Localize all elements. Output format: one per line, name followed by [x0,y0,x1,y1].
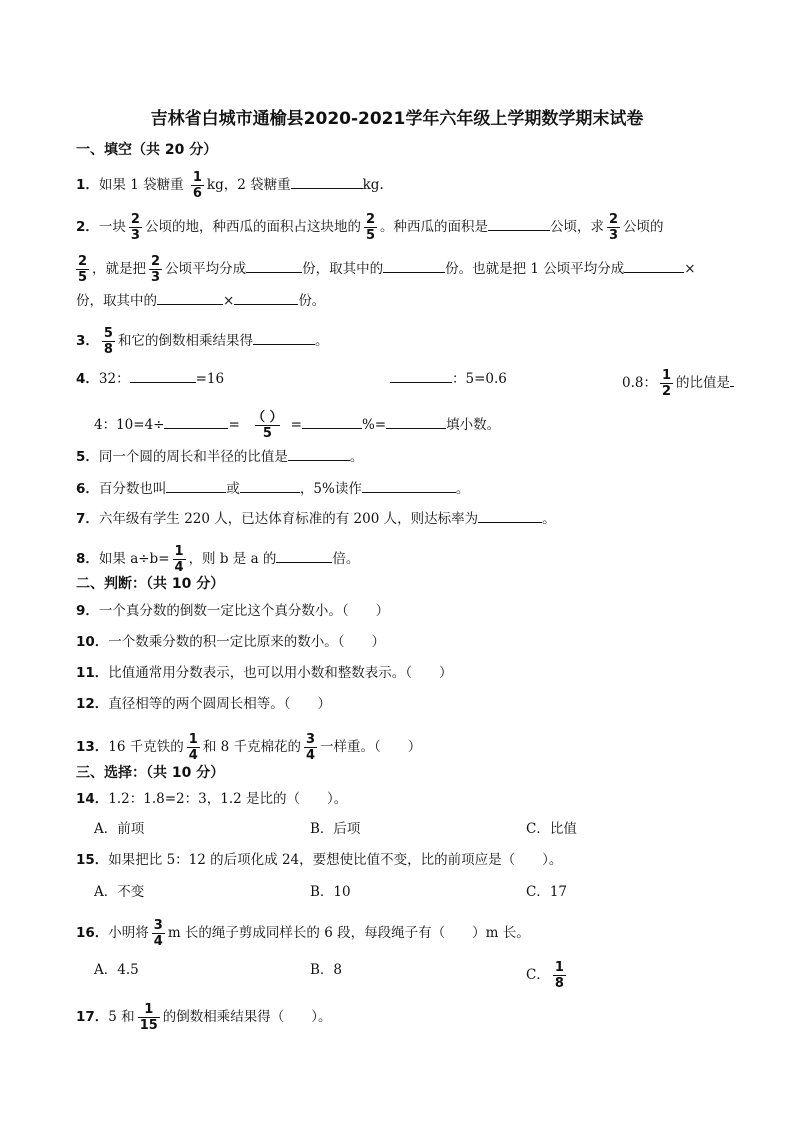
question-4-part [622,368,734,399]
answer-blank[interactable] [302,414,362,429]
answer-blank[interactable] [478,508,542,523]
page-title: 吉林省白城市通榆县2020-2021学年六年级上学期数学期末试卷 [150,109,644,129]
option-a[interactable]: A．前项 [94,821,145,837]
answer-blank[interactable] [386,414,446,429]
question-text: =16 [195,371,225,387]
question-13 [76,732,421,763]
question-text: 六年级有学生 220 人，已达体育标准的有 200 人，则达标率为 [98,511,479,527]
question-4-part [390,368,507,389]
answer-blank[interactable] [488,216,550,231]
question-text: 直径相等的两个圆周长相等。（ ） [108,696,332,712]
question-text: 。 [455,481,470,497]
question-text: 倍。 [332,551,360,567]
question-text: m 长的绳子剪成同样长的 6 段，每段绳子有（ ）m 长。 [167,925,530,941]
question-text: 公顷平均分成 [165,261,247,277]
question-8 [76,544,359,575]
question-text: 或 [226,481,240,497]
question-number: 17． [76,1009,109,1025]
fraction: $\frac{2}{5}$ [78,254,88,285]
section-true-false: 二、判断：（共 10 分） [76,576,225,592]
question-text: 4：10=4÷ [94,417,165,433]
question-text: 一块 [98,219,126,235]
question-number: 13． [76,739,109,755]
question-text: 同一个圆的周长和半径的比值是 [98,449,288,465]
question-text: 5 和 [108,1009,135,1025]
question-text: 份。也就是把 1 公顷平均分成 [445,261,625,277]
answer-blank[interactable] [624,258,684,273]
question-4 [76,368,224,389]
question-text: 如果把比 5：12 的后项化成 24，要想使比值不变，比的前项应是（ ）。 [108,852,563,868]
question-number: 12． [76,696,109,712]
question-number: 9． [76,603,99,619]
fraction: $\frac{5}{8}$ [103,326,113,357]
question-text: 0.8： [622,375,657,391]
question-10 [76,632,385,652]
answer-blank[interactable] [240,478,300,493]
fraction: $\frac{2}{3}$ [151,254,161,285]
question-text: 一个真分数的倒数一定比这个真分数小。（ ） [98,603,390,619]
answer-blank[interactable] [383,258,445,273]
question-number: 5． [76,449,99,465]
question-text: 公顷的 [623,219,664,235]
option-b[interactable]: B．10 [310,884,351,900]
question-number: 6． [76,481,99,497]
question-number: 4． [76,371,99,387]
question-text: 的倒数相乘结果得（ ）。 [162,1009,332,1025]
fraction: $\frac{2}{3}$ [130,212,140,243]
question-14 [76,789,347,809]
option-label: C． [526,967,550,983]
question-2-cont [76,254,696,285]
question-text: ，则 b 是 a 的 [188,551,277,567]
question-text: %= [361,417,387,433]
answer-blank[interactable] [246,258,302,273]
answer-blank[interactable] [166,478,226,493]
question-text: 16 千克铁的 [108,739,184,755]
question-text: 如果 a÷b= [98,551,170,567]
question-text: 一个数乘分数的积一定比原来的数小。（ ） [108,634,386,650]
question-number: 3． [76,333,99,349]
answer-blank[interactable] [157,290,223,305]
question-7 [76,508,556,529]
question-text: 。 [542,511,556,527]
fraction: $\frac{3}{4}$ [306,732,316,763]
question-text: 。 [314,333,329,349]
question-number: 2． [76,219,99,235]
answer-blank[interactable] [164,414,228,429]
option-c[interactable]: C．17 [526,884,568,900]
question-text: 公顷的地，种西瓜的面积占这块地的 [144,219,361,235]
question-number: 16． [76,925,109,941]
answer-blank[interactable] [288,446,350,461]
fraction: $\frac{1}{2}$ [661,368,672,399]
answer-blank[interactable] [390,368,452,383]
question-3 [76,326,328,357]
question-text: 32： [98,371,130,387]
fraction: $\frac{2}{3}$ [609,212,619,243]
question-6 [76,478,469,499]
section-multiple-choice: 三、选择：（共 10 分） [76,765,225,781]
question-text: = [228,417,240,433]
question-number: 10． [76,634,109,650]
answer-blank[interactable] [291,174,363,189]
option-a[interactable]: A．4.5 [94,962,139,978]
option-c[interactable] [526,960,569,991]
question-text: ，就是把 [92,261,147,277]
answer-blank[interactable] [276,548,332,563]
question-17 [76,1002,332,1033]
question-2-cont [76,290,325,311]
answer-blank[interactable] [130,368,196,383]
option-b[interactable]: B．8 [310,962,343,978]
question-text: ：5=0.6 [452,371,507,387]
question-text: 一样重。（ ） [320,739,422,755]
question-11 [76,663,453,683]
question-text: 份，取其中的 [302,261,384,277]
question-text: kg，2 袋糖重 [206,177,291,193]
question-number: 7． [76,511,99,527]
question-5 [76,446,363,467]
question-16 [76,918,530,949]
question-text: 份。 [298,293,326,309]
answer-blank[interactable] [234,290,298,305]
answer-blank[interactable] [253,330,315,345]
question-text: × [684,261,696,277]
fraction: $\frac{2}{5}$ [365,212,375,243]
answer-blank[interactable] [730,372,734,387]
option-a[interactable]: A．不变 [94,884,145,900]
question-text: 如果 1 袋糖重 [98,177,184,193]
section-fill-in: 一、填空（共 20 分） [76,142,218,158]
question-12 [76,694,331,714]
question-9 [76,601,389,621]
fraction: $\frac{1}{4}$ [174,544,184,575]
question-2 [76,212,664,243]
fraction: $\frac{1}{8}$ [554,960,564,991]
question-text: ，5%读作 [299,481,362,497]
question-text: 。种西瓜的面积是 [380,219,488,235]
question-text: 和它的倒数相乘结果得 [117,333,253,349]
question-text: 小明将 [108,925,149,941]
fraction: $\frac{1}{4}$ [188,732,198,763]
question-number: 8． [76,551,99,567]
question-text: 公顷，求 [550,219,604,235]
question-text: 份，取其中的 [76,293,157,309]
question-number: 14． [76,791,109,807]
question-number: 11． [76,665,109,681]
question-text: 的比值是 [676,375,731,391]
question-text: × [223,293,235,309]
question-text: kg. [362,177,384,193]
answer-blank[interactable] [362,478,456,493]
question-1 [76,170,384,201]
fraction: $\frac{3}{4}$ [153,918,163,949]
fraction: $\frac{( )}{5}$ [252,410,283,441]
option-c[interactable]: C．比值 [526,821,577,837]
fraction: $\frac{1}{15}$ [139,1002,158,1033]
question-text: 填小数。 [446,417,501,433]
question-number: 15． [76,852,109,868]
fraction: $\frac{1}{6}$ [192,170,202,201]
option-b[interactable]: B．后项 [310,821,361,837]
question-text: 和 8 千克棉花的 [202,739,301,755]
question-text: 比值通常用分数表示，也可以用小数和整数表示。（ ） [108,665,453,681]
question-number: 1． [76,177,99,193]
question-text: 百分数也叫 [98,481,167,497]
question-text: = [290,417,302,433]
question-15 [76,850,562,870]
question-text: 。 [349,449,364,465]
question-text: 1.2：1.8=2：3，1.2 是比的（ ）。 [108,791,348,807]
question-4-cont [94,410,500,441]
